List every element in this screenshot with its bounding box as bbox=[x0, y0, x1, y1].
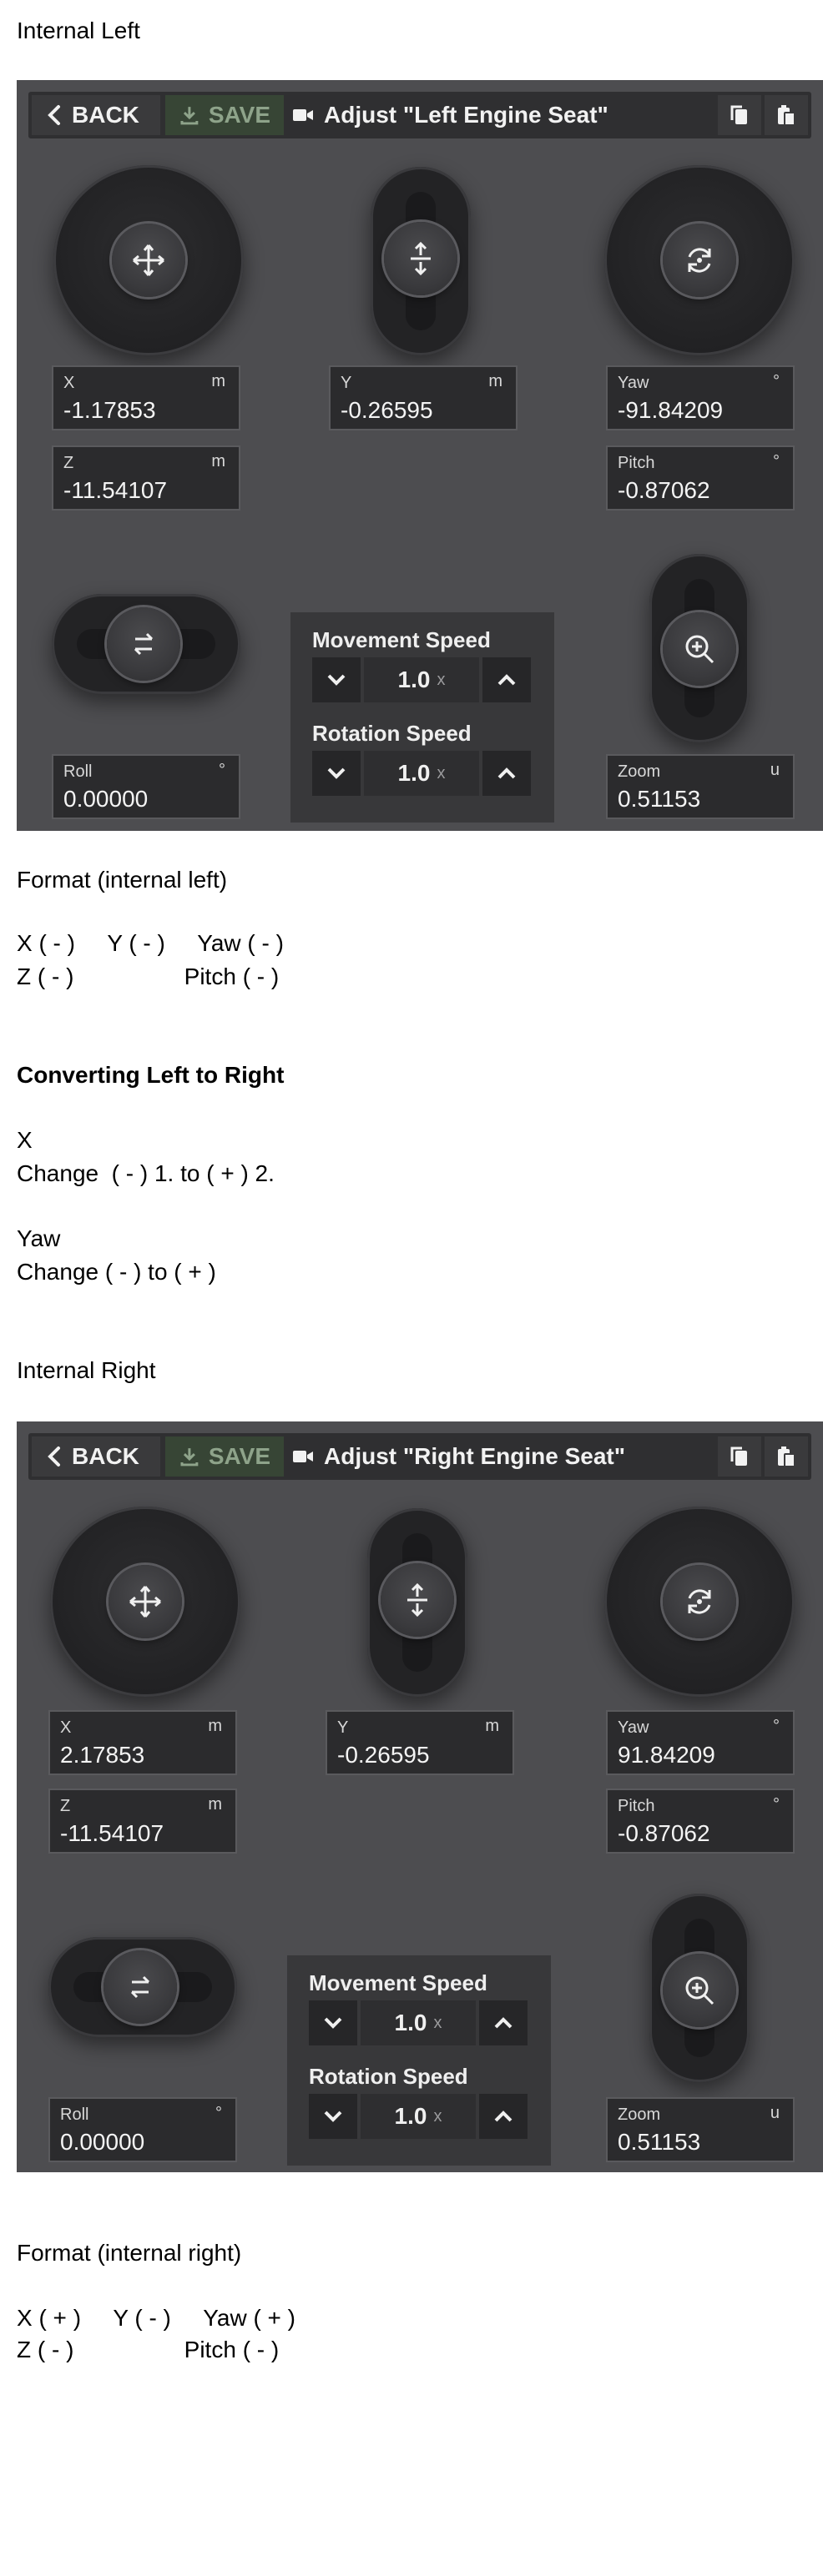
vertical-arrows-icon bbox=[399, 1582, 436, 1618]
zoom-field[interactable] bbox=[606, 2097, 795, 2162]
y-unit: m bbox=[488, 372, 502, 390]
zoom-joystick[interactable] bbox=[649, 554, 750, 742]
movement-speed-label: Movement Speed bbox=[309, 1970, 487, 1995]
vertical-joystick[interactable] bbox=[371, 167, 471, 355]
chevron-up-icon bbox=[497, 673, 517, 687]
roll-unit: ° bbox=[219, 761, 225, 779]
zoom-value[interactable]: 0.51153 bbox=[618, 786, 701, 812]
back-button[interactable] bbox=[32, 95, 160, 135]
movement-speed-number: 1.0 bbox=[397, 667, 431, 692]
roll-field[interactable] bbox=[52, 754, 240, 819]
yaw-value[interactable]: 91.84209 bbox=[618, 1742, 715, 1768]
rotate-knob[interactable] bbox=[663, 1565, 736, 1638]
movement-speed-decrease-button[interactable] bbox=[309, 2000, 357, 2045]
save-label: SAVE bbox=[208, 102, 270, 128]
chevron-down-icon bbox=[326, 767, 346, 780]
movement-speed-label: Movement Speed bbox=[312, 627, 491, 652]
z-field[interactable] bbox=[48, 1789, 237, 1854]
roll-knob[interactable] bbox=[104, 1950, 177, 2024]
speed-panel bbox=[287, 1955, 551, 2166]
yaw-value[interactable]: -91.84209 bbox=[618, 397, 724, 423]
move-joystick[interactable] bbox=[53, 165, 244, 355]
zoom-joystick[interactable] bbox=[649, 1894, 750, 2082]
zoom-knob[interactable] bbox=[663, 1954, 736, 2027]
rotation-speed-label: Rotation Speed bbox=[312, 721, 472, 746]
copy-button[interactable] bbox=[718, 95, 761, 135]
rotation-speed-increase-button[interactable] bbox=[479, 2094, 528, 2139]
x-field[interactable] bbox=[52, 365, 240, 430]
z-label: Z bbox=[60, 1797, 71, 1815]
multiplier-suffix: x bbox=[433, 2013, 442, 2032]
roll-label: Roll bbox=[60, 2106, 89, 2124]
converting-title: Converting Left to Right bbox=[17, 1062, 285, 1088]
move-arrows-icon bbox=[127, 1583, 164, 1620]
zoom-label: Zoom bbox=[618, 2106, 661, 2124]
y-unit: m bbox=[485, 1717, 499, 1735]
speed-panel bbox=[290, 612, 554, 823]
vertical-knob[interactable] bbox=[381, 1563, 454, 1637]
roll-unit: ° bbox=[215, 2104, 222, 2122]
multiplier-suffix: x bbox=[437, 763, 446, 782]
copy-button[interactable] bbox=[718, 1436, 761, 1477]
rotation-speed-value bbox=[361, 2094, 476, 2139]
yaw-label: Yaw bbox=[618, 374, 649, 392]
roll-label: Roll bbox=[63, 762, 93, 781]
move-knob[interactable] bbox=[109, 1565, 182, 1638]
zoom-field[interactable] bbox=[606, 754, 795, 819]
save-button[interactable] bbox=[165, 95, 284, 135]
format-left-line2: Z ( - ) Pitch ( - ) bbox=[17, 963, 280, 989]
swap-icon bbox=[122, 1969, 159, 2005]
rotate-icon bbox=[681, 242, 718, 279]
rotate-knob[interactable] bbox=[663, 224, 736, 297]
chevron-up-icon bbox=[497, 767, 517, 780]
zoom-in-icon bbox=[681, 631, 718, 667]
y-field[interactable] bbox=[329, 365, 518, 430]
x-unit: m bbox=[211, 372, 225, 390]
format-right-line2: Z ( - ) Pitch ( - ) bbox=[17, 2337, 280, 2362]
zoom-knob[interactable] bbox=[663, 612, 736, 686]
chevron-up-icon bbox=[493, 2110, 513, 2123]
roll-field[interactable] bbox=[48, 2097, 237, 2162]
rotation-speed-stepper bbox=[309, 2094, 528, 2139]
rotation-speed-decrease-button[interactable] bbox=[309, 2094, 357, 2139]
z-unit: m bbox=[211, 452, 225, 470]
rotate-joystick[interactable] bbox=[604, 1507, 795, 1697]
conv-yaw-text: Change ( - ) to ( + ) bbox=[17, 1259, 216, 1285]
adjust-panel-right bbox=[17, 1421, 823, 2172]
format-right-title: Format (internal right) bbox=[17, 2240, 242, 2266]
rotate-joystick[interactable] bbox=[604, 165, 795, 355]
toolbar bbox=[28, 1433, 811, 1480]
chevron-up-icon bbox=[493, 2016, 513, 2030]
pitch-unit: ° bbox=[773, 1795, 780, 1814]
conv-yaw-label: Yaw bbox=[17, 1225, 61, 1251]
format-right-line1: X ( + ) Y ( - ) Yaw ( + ) bbox=[17, 2305, 296, 2331]
movement-speed-stepper bbox=[312, 657, 531, 702]
vertical-knob[interactable] bbox=[384, 222, 457, 295]
chevron-left-icon bbox=[45, 104, 63, 126]
yaw-unit: ° bbox=[773, 372, 780, 390]
heading-internal-left: Internal Left bbox=[17, 18, 140, 43]
yaw-label: Yaw bbox=[618, 1718, 649, 1737]
zoom-label: Zoom bbox=[618, 762, 661, 781]
yaw-field[interactable] bbox=[606, 1710, 795, 1775]
rotation-speed-value bbox=[364, 751, 479, 796]
roll-joystick[interactable] bbox=[52, 594, 240, 694]
rotation-speed-label: Rotation Speed bbox=[309, 2064, 468, 2089]
zoom-in-icon bbox=[681, 1972, 718, 2009]
download-icon bbox=[179, 1446, 200, 1467]
video-camera-icon bbox=[292, 107, 314, 123]
x-value[interactable]: 2.17853 bbox=[60, 1742, 145, 1768]
pitch-unit: ° bbox=[773, 452, 780, 470]
back-button[interactable] bbox=[32, 1436, 160, 1477]
panel-title: Adjust "Right Engine Seat" bbox=[324, 1443, 626, 1469]
format-left-line1: X ( - ) Y ( - ) Yaw ( - ) bbox=[17, 930, 284, 956]
y-label: Y bbox=[341, 374, 352, 392]
back-label: BACK bbox=[72, 102, 139, 128]
heading-internal-right: Internal Right bbox=[17, 1357, 156, 1383]
conv-x-text: Change ( - ) 1. to ( + ) 2. bbox=[17, 1160, 275, 1186]
format-left-title: Format (internal left) bbox=[17, 867, 228, 893]
x-value[interactable]: -1.17853 bbox=[63, 397, 156, 423]
copy-icon bbox=[729, 1445, 750, 1468]
movement-speed-value bbox=[361, 2000, 476, 2045]
move-knob[interactable] bbox=[112, 224, 185, 297]
roll-value[interactable]: 0.00000 bbox=[60, 2129, 145, 2155]
rotate-icon bbox=[681, 1583, 718, 1620]
x-field[interactable] bbox=[48, 1710, 237, 1775]
swap-icon bbox=[125, 626, 162, 662]
chevron-down-icon bbox=[326, 673, 346, 687]
zoom-value[interactable]: 0.51153 bbox=[618, 2129, 701, 2155]
chevron-down-icon bbox=[323, 2110, 343, 2123]
pitch-field[interactable] bbox=[606, 1789, 795, 1854]
yaw-unit: ° bbox=[773, 1717, 780, 1735]
y-value[interactable]: -0.26595 bbox=[337, 1742, 430, 1768]
y-field[interactable] bbox=[326, 1710, 514, 1775]
movement-speed-number: 1.0 bbox=[394, 2010, 427, 2035]
x-label: X bbox=[63, 374, 75, 392]
z-value[interactable]: -11.54107 bbox=[60, 1820, 164, 1846]
rotation-speed-number: 1.0 bbox=[394, 2103, 427, 2129]
movement-speed-value bbox=[364, 657, 479, 702]
rotation-speed-increase-button[interactable] bbox=[482, 751, 531, 796]
roll-joystick[interactable] bbox=[48, 1937, 237, 2037]
movement-speed-increase-button[interactable] bbox=[479, 2000, 528, 2045]
multiplier-suffix: x bbox=[437, 670, 446, 689]
roll-knob[interactable] bbox=[107, 607, 180, 681]
yaw-field[interactable] bbox=[606, 365, 795, 430]
toolbar bbox=[28, 92, 811, 138]
copy-icon bbox=[729, 103, 750, 127]
z-value[interactable]: -11.54107 bbox=[63, 477, 168, 503]
chevron-down-icon bbox=[323, 2016, 343, 2030]
roll-value[interactable]: 0.00000 bbox=[63, 786, 149, 812]
video-camera-icon bbox=[292, 1448, 314, 1465]
z-label: Z bbox=[63, 454, 74, 472]
y-value[interactable]: -0.26595 bbox=[341, 397, 433, 423]
save-label: SAVE bbox=[208, 1443, 270, 1469]
back-label: BACK bbox=[72, 1443, 139, 1469]
vertical-arrows-icon bbox=[402, 240, 439, 277]
move-arrows-icon bbox=[130, 242, 167, 279]
y-label: Y bbox=[337, 1718, 349, 1737]
move-joystick[interactable] bbox=[50, 1507, 240, 1697]
paste-button[interactable] bbox=[765, 1436, 808, 1477]
rotation-speed-stepper bbox=[312, 751, 531, 796]
rotation-speed-number: 1.0 bbox=[397, 760, 431, 786]
pitch-label: Pitch bbox=[618, 454, 655, 472]
rotation-speed-decrease-button[interactable] bbox=[312, 751, 361, 796]
paste-icon bbox=[775, 1445, 797, 1468]
adjust-panel-left bbox=[17, 80, 823, 831]
z-unit: m bbox=[208, 1795, 222, 1814]
toolbar-title bbox=[292, 1433, 625, 1480]
pitch-label: Pitch bbox=[618, 1797, 655, 1815]
pitch-field[interactable] bbox=[606, 445, 795, 511]
z-field[interactable] bbox=[52, 445, 240, 511]
paste-button[interactable] bbox=[765, 95, 808, 135]
x-label: X bbox=[60, 1718, 72, 1737]
x-unit: m bbox=[208, 1717, 222, 1735]
zoom-unit: u bbox=[770, 761, 780, 779]
vertical-joystick[interactable] bbox=[367, 1508, 467, 1697]
panel-title: Adjust "Left Engine Seat" bbox=[324, 102, 608, 128]
chevron-left-icon bbox=[45, 1446, 63, 1467]
conv-x-label: X bbox=[17, 1127, 33, 1153]
paste-icon bbox=[775, 103, 797, 127]
toolbar-title bbox=[292, 92, 608, 138]
movement-speed-increase-button[interactable] bbox=[482, 657, 531, 702]
save-button[interactable] bbox=[165, 1436, 284, 1477]
zoom-unit: u bbox=[770, 2104, 780, 2122]
multiplier-suffix: x bbox=[433, 2106, 442, 2126]
pitch-value[interactable]: -0.87062 bbox=[618, 477, 710, 503]
movement-speed-stepper bbox=[309, 2000, 528, 2045]
movement-speed-decrease-button[interactable] bbox=[312, 657, 361, 702]
pitch-value[interactable]: -0.87062 bbox=[618, 1820, 710, 1846]
download-icon bbox=[179, 104, 200, 126]
